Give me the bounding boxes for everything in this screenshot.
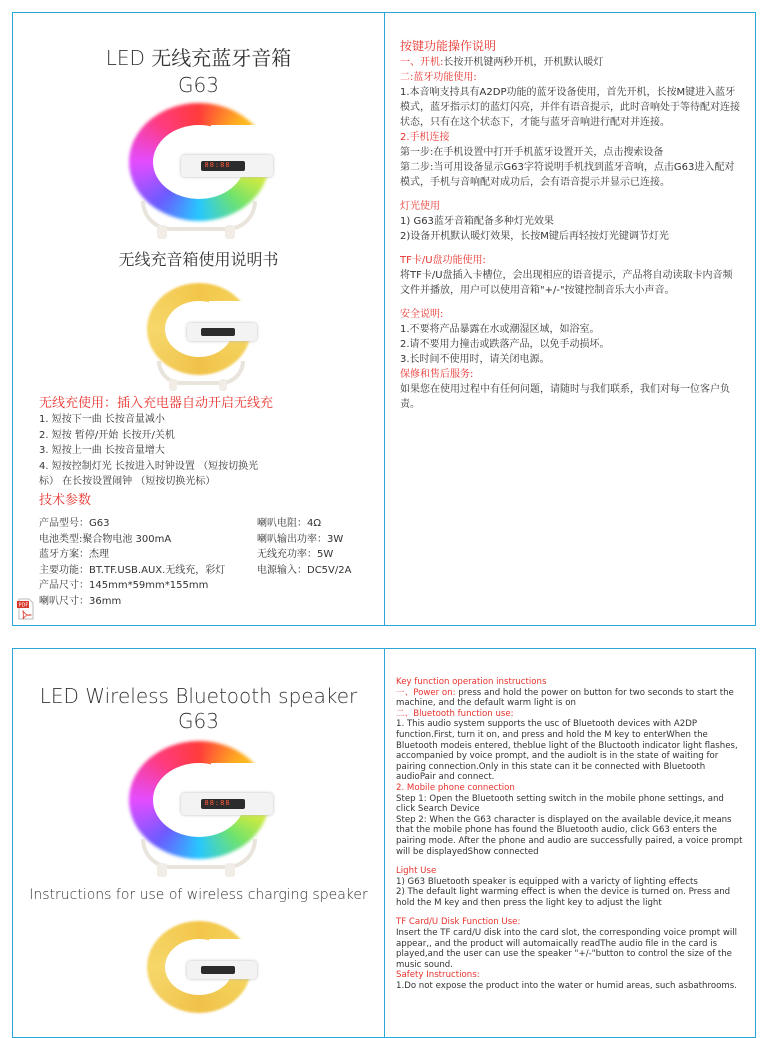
bluetooth-heading: 二、Bluetooth function use: [396,708,514,719]
charge-line: 1. 短按下一曲 长按音量减小 [39,414,165,425]
manual-page-english [12,648,756,1038]
power-on-text: 长按开机键两秒开机，开机默认暖灯 [443,57,604,68]
safety-heading: Safety Instructions: [396,970,480,981]
safety-line: 2.请不要用力撞击或跌落产品，以免手动损坏。 [400,339,610,350]
instructions-cn [400,38,741,412]
spec-cell: 喇叭尺寸：36mm [39,595,122,607]
instructions-en [396,677,743,992]
spec-cell: 蓝牙方案：杰理 [39,549,109,560]
spec-cell: 产品尺寸：145mm*59mm*155mm [39,580,209,591]
model-number: G63 [178,709,219,733]
light-heading: Light Use [396,866,437,877]
column-divider [384,649,385,1037]
light-line: 2) The default light warming effect is when the device is turned on. Press and hold the M key and then press the light key to adjust the light [396,887,731,908]
left-column [13,13,384,625]
spec-cell: 无线充功率：5W [257,549,334,560]
bluetooth-heading: 二:蓝牙功能使用: [400,72,477,83]
product-image-warm [139,921,259,1033]
tf-card-heading: TF卡/U盘功能使用: [400,255,486,266]
model-number: G63 [178,73,219,97]
power-on-label: 一、开机: [400,57,444,68]
product-image-warm [139,283,259,395]
charge-line: 3. 短按上一曲 长按音量增大 [39,445,165,456]
charge-heading: 无线充使用：插入充电器自动开启无线充 [39,396,274,411]
charge-line: 标） 在长按设置闹钟 （短按切换光标） [39,476,216,487]
light-line: 2)设备开机默认暖灯效果，长按M键后再轻按灯光键调节灯光 [400,231,669,242]
spec-row [39,563,374,579]
spec-row [39,532,374,548]
spec-cell: 主要功能：BT.TF.USB.AUX.无线充，彩灯 [39,564,226,576]
safety-line: 3.长时间不使用时，请关闭电源。 [400,354,550,365]
clock-display: 88:88 [204,161,231,169]
tf-card-text: 将TF卡/U盘插入卡槽位，会出现相应的语音提示，产品将自动读取卡内音频文件并播放，用户可以使用音箱"+/-"按键控制音乐大小声音。 [400,270,733,296]
charge-line: 4. 短按控制灯光 长按进入时钟设置 （短按切换光 [39,460,259,472]
manual-subtitle-en: Instructions for use of wireless charging speaker [29,887,368,903]
column-divider [384,13,385,625]
tf-card-heading: TF Card/U Disk Function Use: [396,917,521,928]
phone-step-2: 第二步:当可用设备显示G63字符说明手机找到蓝牙音响，点击G63进入配对模式，手机与音响配对成功后，会有语音提示并显示已连接。 [400,162,735,188]
manual-subtitle-cn: 无线充音箱使用说明书 [118,250,279,269]
power-on-label: 一、Power on: [396,687,456,698]
spec-row [39,516,374,532]
spec-heading: 技术参数 [39,492,92,508]
phone-step-1: Step 1: Open the Bluetooth setting switch in the mobile phone settings, and click Search Device [396,793,724,815]
product-title-cn: LED 无线充蓝牙音箱 [105,46,292,70]
pdf-file-icon [17,598,35,620]
bluetooth-text: 1. This audio system supports the usc of Bluetooth devices with A2DP function.First, turn it on, and press and hold the M key to enterWhen the Bluetooth modeis entered, theblue light of the Bluctooth indicator light flashes, accompanied by voice prompt, and the audiolt is in the state of waiting for pairing connection.Only in this state can it be connected with Bluetooth audioPair and connect. [396,719,738,783]
spec-table [39,516,374,609]
warranty-text: 如果您在使用过程中有任何问题，请随时与我们联系，我们对每一位客户负责。 [400,384,730,410]
right-column [386,649,755,1037]
spec-cell: 电源输入：DC5V/2A [257,564,352,576]
safety-heading: 安全说明: [400,309,444,320]
warranty-heading: 保修和售后服务: [400,369,474,380]
left-column [13,649,384,1037]
product-title-en: LED Wireless Bluetooth speaker [39,684,358,708]
spec-row [39,578,374,594]
phone-connect-heading: 2.手机连接 [400,132,450,143]
product-image-rainbow [119,741,279,881]
manual-page-chinese [12,12,756,626]
charge-instructions [39,395,370,509]
clock-display: 88:88 [204,799,231,807]
light-line: 1) G63 Bluetooth speaker is equipped with a varicty of lighting effects [396,876,698,887]
spec-cell: 产品型号：G63 [39,518,110,529]
charge-line: 2. 短按 暂停/开始 长按开/关机 [39,429,175,441]
right-column [386,13,755,625]
product-image-rainbow [119,103,279,243]
tf-card-text: Insert the TF card/U disk into the card slot, the corresponding voice prompt will appear,, and the product will automaically readThe audio file in the card is played,and the user can use the speaker "+/-"button to control the size of the music sound. [396,928,738,970]
safety-line: 1.Do not expose the product into the water or humid areas, such asbathrooms. [396,981,737,992]
bluetooth-text: 1.本音响支持具有A2DP功能的蓝牙设备使用，首先开机，长按M键进入蓝牙模式，蓝牙指示灯的蓝灯闪亮，并伴有语音提示，此时音响处于等待配对连接状态，只有在这个状态下，才能与蓝牙音响进行配对并连接。 [400,87,740,128]
spec-cell: 电池类型:聚合物电池 300mA [39,533,172,545]
safety-line: 1.不要将产品暴露在水或潮湿区域，如浴室。 [400,324,600,335]
spec-cell: 喇叭电阻：4Ω [257,518,322,529]
phone-step-1: 第一步:在手机设置中打开手机蓝牙设置开关，点击搜索设备 [400,147,664,158]
light-line: 1) G63蓝牙音箱配备多种灯光效果 [400,216,554,227]
phone-step-2: Step 2: When the G63 character is displayed on the available device,it means that the mobile phone has found the Bluetooth audio, click G63 enters the pairing mode. After the phone and audio are successfully paired, a voice prompt will be displayedShow connected [396,814,743,857]
key-function-heading: 按键功能操作说明 [400,39,497,53]
spec-row [39,547,374,563]
key-function-heading: Key function operation instructions [396,677,547,687]
power-on-text: press and hold the power on button for two seconds to start the machine, and the default warm light is on [396,687,734,709]
light-heading: 灯光使用 [400,201,440,212]
svg-text:PDF: PDF [18,602,29,609]
spec-cell: 喇叭输出功率：3W [257,533,344,545]
phone-connect-heading: 2. Mobile phone connection [396,782,515,793]
spec-row [39,594,374,610]
